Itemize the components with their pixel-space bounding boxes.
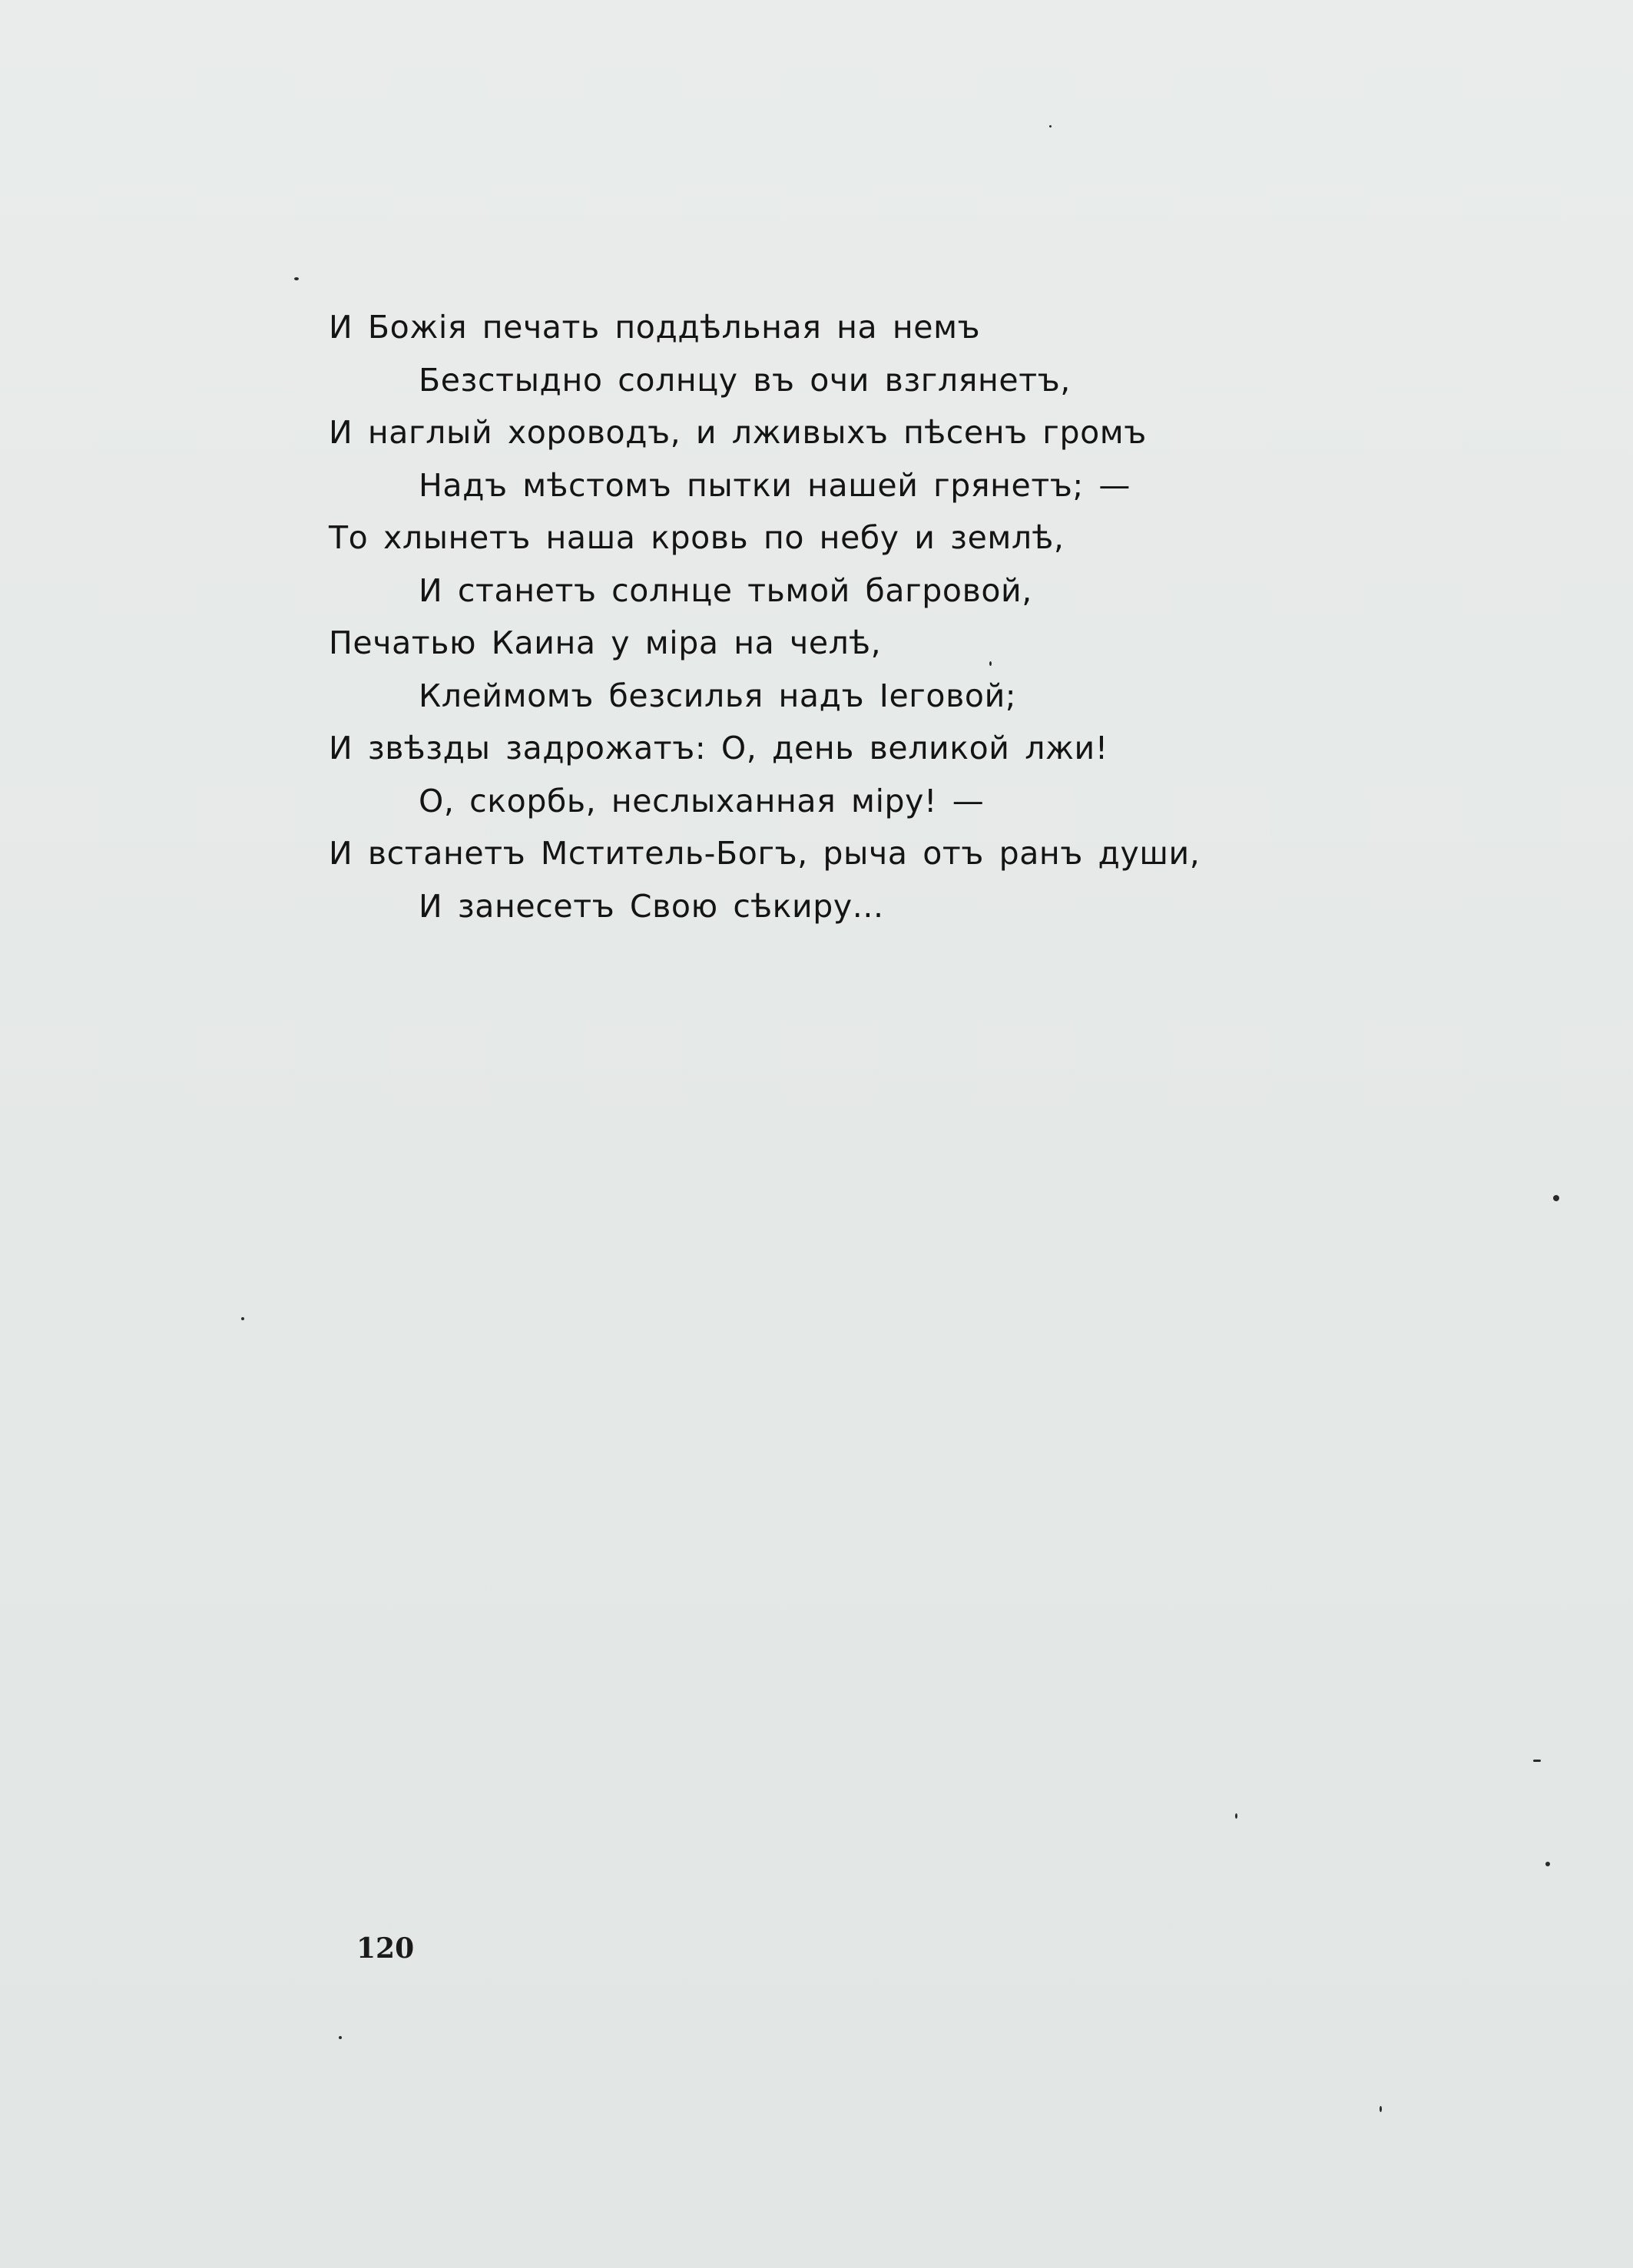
poem-line: О, скорбь, неслыханная міру! — [419, 782, 985, 819]
poem-line: И занесетъ Свою сѣкиру... [419, 887, 884, 925]
poem-line: И встанетъ Мститель-Богъ, рыча отъ ранъ души, [329, 835, 1201, 872]
paper-speck [1380, 2106, 1382, 2112]
poem-line: Клеймомъ безсилья надъ Іеговой; [419, 677, 1017, 714]
poem-line: Надъ мѣстомъ пытки нашей грянетъ; — [419, 466, 1131, 504]
paper-speck [294, 277, 299, 280]
paper-speck [1049, 125, 1052, 127]
poem-line: Печатью Каина у міра на челѣ, [329, 624, 882, 661]
paper-speck [1553, 1195, 1559, 1201]
poem-line: И звѣзды задрожатъ: О, день великой лжи! [329, 730, 1108, 766]
paper-speck [989, 661, 992, 666]
poem-line: И станетъ солнце тьмой багровой, [419, 571, 1032, 609]
paper-speck [339, 2036, 342, 2039]
page-number: 120 [356, 1932, 415, 1965]
poem-line: То хлынетъ наша кровь по небу и землѣ, [329, 519, 1065, 556]
poem-line: Безстыдно солнцу въ очи взглянетъ, [419, 361, 1071, 399]
paper-speck [241, 1317, 244, 1320]
paper-speck [1545, 1862, 1550, 1866]
paper-speck [1235, 1813, 1237, 1819]
poem-line: И наглый хороводъ, и лживыхъ пѣсенъ громъ [329, 414, 1147, 451]
poem-line: И Божія печать поддѣльная на немъ [329, 309, 981, 346]
paper-speck [1533, 1760, 1541, 1762]
poem-text [329, 301, 1327, 932]
